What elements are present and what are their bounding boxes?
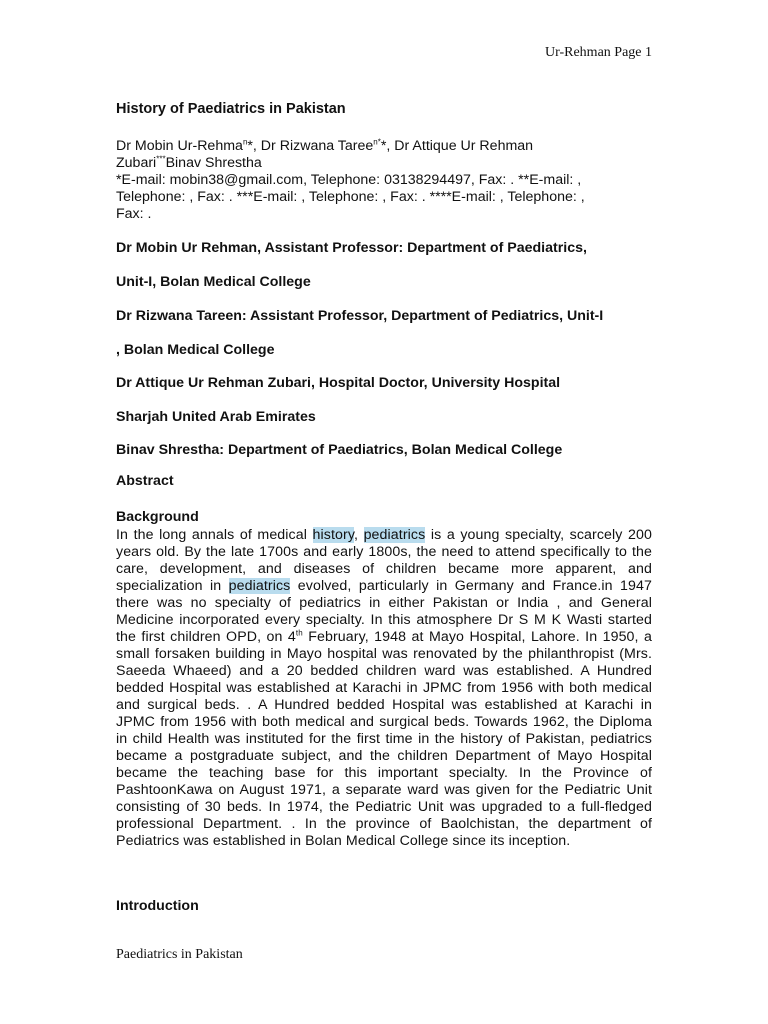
- running-head: Ur-Rehman Page 1: [544, 45, 652, 60]
- affiliation-5: Dr Attique Ur Rehman Zubari, Hospital Doctor, University Hospital: [116, 375, 561, 391]
- background-heading: Background: [116, 509, 199, 525]
- affiliation-6: Sharjah United Arab Emirates: [116, 409, 316, 425]
- background-paragraph: In the long annals of medical history, pediatrics is a young specialty, scarcely 200 years old. By the late 1700s and early 1800s, the need to attend specifically to the care, development, and diseases of children became more apparent, and specialization in pediatrics evolved, particularly in Germany and France.in 1947 there was no specialty of pediatrics in either Pakistan or India , and General Medicine incorporated every specialty. In this atmosphere Dr S M K Wasti started the first children OPD, on 4th February, 1948 at Mayo Hospital, Lahore. In 1950, a small forsaken building in Mayo hospital was renovated by the philanthropist (Mrs. Saeeda Whaeed) and a 20 bedded children ward was established. A Hundred bedded Hospital was established at Karachi in JPMC from 1956 with both medical and surgical beds. . A Hundred bedded Hospital was established at Karachi in JPMC from 1956 with both medical and surgical beds. Towards 1962, the Diploma in child Health was instituted for the first time in the history of Pakistan, pediatrics became a postgraduate subject, and the children Department of Mayo Hospital became the teaching base for this important specialty. In the Province of PashtoonKawa on August 1971, a separate ward was given for the Pediatric Unit consisting of 30 beds. In 1974, the Pediatric Unit was upgraded to a full-fledged professional Department. . In the province of Baolchistan, the department of Pediatrics was established in Bolan Medical College since its inception.: [116, 527, 652, 849]
- author-line-2: Zubari***Binav Shrestha: [116, 154, 262, 171]
- running-foot: Paediatrics in Pakistan: [116, 947, 243, 962]
- contact-line-2: Telephone: , Fax: . ***E-mail: , Telephone: , Fax: . ****E-mail: , Telephone: ,: [116, 189, 585, 205]
- contact-line-3: Fax: .: [116, 206, 152, 222]
- affiliation-7: Binav Shrestha: Department of Paediatrics, Bolan Medical College: [116, 442, 563, 458]
- highlighted-term: history: [312, 527, 354, 543]
- introduction-heading: Introduction: [116, 898, 199, 914]
- author-block: [116, 138, 652, 223]
- affiliation-1: Dr Mobin Ur Rehman, Assistant Professor: Department of Paediatrics,: [116, 240, 587, 256]
- affiliation-4: , Bolan Medical College: [116, 342, 275, 358]
- contact-line-1: *E-mail: mobin38@gmail.com, Telephone: 03138294497, Fax: . **E-mail: ,: [116, 172, 582, 188]
- highlighted-term: pediatrics: [228, 578, 291, 594]
- author-line-1: Dr Mobin Ur-Rehma$^n$*, Dr Rizwana Taree$^{n*}$*, Dr Attique Ur Rehman: [116, 137, 534, 154]
- affiliation-2: Unit-I, Bolan Medical College: [116, 274, 311, 290]
- document-title: History of Paediatrics in Pakistan: [116, 101, 346, 117]
- affiliation-3: Dr Rizwana Tareen: Assistant Professor, Department of Pediatrics, Unit-I: [116, 308, 604, 324]
- highlighted-term: pediatrics: [363, 527, 426, 543]
- abstract-heading: Abstract: [116, 473, 174, 489]
